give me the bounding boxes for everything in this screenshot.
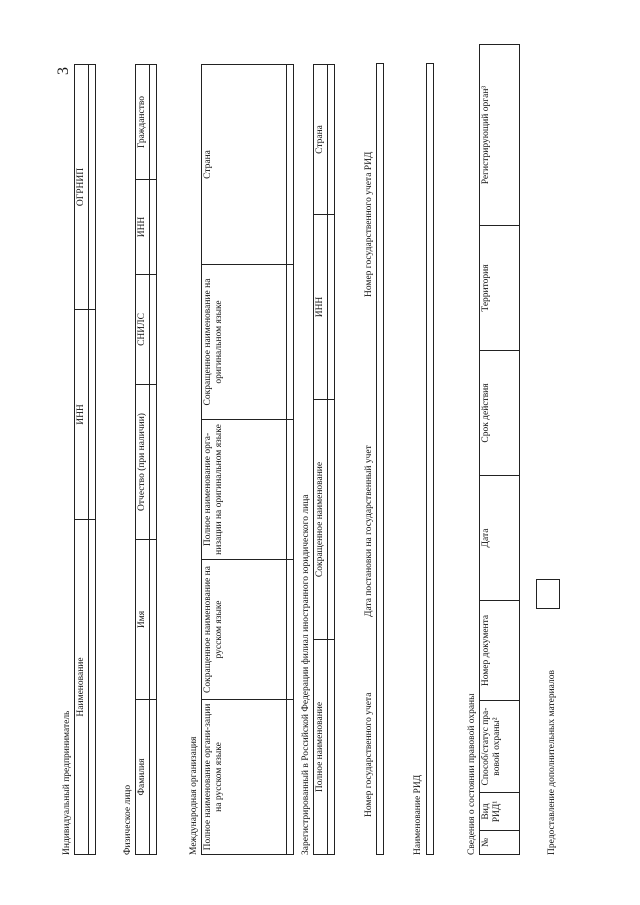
fl-col-citizenship: Гражданство (136, 65, 150, 180)
ip-col-name: Наименование (75, 520, 89, 855)
mo-cell[interactable] (287, 700, 294, 855)
ip-title: Индивидуальный предприниматель (62, 710, 72, 855)
fl-cell[interactable] (149, 180, 156, 275)
filial-table (313, 64, 335, 855)
mo-col-fullname-orig: Полное наименование орга-низации на оригинальном языке (202, 420, 287, 560)
additional-label: Предоставление дополнительных материалов (547, 670, 557, 855)
ip-cell[interactable] (88, 65, 95, 310)
mo-col-country: Страна (202, 65, 287, 265)
mo-col-shortname-ru: Сокращенное наименование на русском языке (202, 560, 287, 700)
protection-title: Сведения о состоянии правовой охраны (467, 693, 477, 855)
filial-cell[interactable] (327, 215, 334, 400)
filial-col-country: Страна (314, 65, 328, 215)
protection-table (479, 44, 520, 855)
ip-col-ogrnip: ОГРНИП (75, 65, 89, 310)
mo-cell[interactable] (287, 65, 294, 265)
mo-col-fullname-ru: Полное наименование органи-зации на русском языке (202, 700, 287, 855)
protection-col-territory: Территория (480, 226, 520, 351)
fl-col-inn: ИНН (136, 180, 150, 275)
protection-col-status: Способ/статус пра-вовой охраны² (480, 701, 520, 793)
filial-cell[interactable] (327, 400, 334, 640)
fl-table (135, 64, 157, 855)
fl-cell[interactable] (149, 275, 156, 385)
additional-materials-checkbox[interactable] (536, 579, 560, 609)
mo-col-shortname-orig: Сокращенное наименование на оригинальном языке (202, 265, 287, 420)
fl-col-snils: СНИЛС (136, 275, 150, 385)
mo-cell[interactable] (287, 265, 294, 420)
protection-col-term: Срок действия (480, 351, 520, 476)
protection-col-registrar: Регистрирующий орган³ (480, 45, 520, 226)
rid-name-label: Наименование РИД (413, 774, 423, 855)
mo-title: Международная организация (189, 736, 199, 855)
protection-col-doc-number: Номер документа (480, 601, 520, 701)
filial-col-fullname: Полное наименование (314, 640, 328, 855)
fl-col-patronymic: Отчество (при наличии) (136, 385, 150, 540)
fl-col-surname: Фамилия (136, 700, 150, 855)
mo-cell[interactable] (287, 420, 294, 560)
page-number: 3 (55, 67, 72, 75)
filial-cell[interactable] (327, 640, 334, 855)
fl-cell[interactable] (149, 385, 156, 540)
ip-cell[interactable] (88, 520, 95, 855)
mo-cell[interactable] (287, 560, 294, 700)
fl-cell[interactable] (149, 700, 156, 855)
registration-field[interactable] (376, 63, 384, 855)
protection-col-rid-type: Вид РИД¹ (480, 793, 520, 831)
fl-col-name: Имя (136, 540, 150, 700)
ip-cell[interactable] (88, 310, 95, 520)
filial-col-inn: ИНН (314, 215, 328, 400)
protection-col-num: № (480, 831, 520, 855)
ip-table (74, 64, 96, 855)
reg-col3-label: Номер государственного учета РИД (364, 151, 374, 297)
fl-title: Физическое лицо (123, 784, 133, 855)
mo-table (201, 64, 294, 855)
reg-col2-label: Дата постановки на государственный учет (364, 445, 374, 617)
ip-col-inn: ИНН (75, 310, 89, 520)
filial-title: Зарегистрированный в Российской Федерации филиал иностранного юридического лица (301, 494, 311, 855)
rid-name-field[interactable] (426, 63, 434, 855)
filial-col-shortname: Сокращенное наименование (314, 400, 328, 640)
reg-col1-label: Номер государственного учета (364, 692, 374, 817)
protection-col-date: Дата (480, 476, 520, 601)
fl-cell[interactable] (149, 540, 156, 700)
fl-cell[interactable] (149, 65, 156, 180)
filial-cell[interactable] (327, 65, 334, 215)
